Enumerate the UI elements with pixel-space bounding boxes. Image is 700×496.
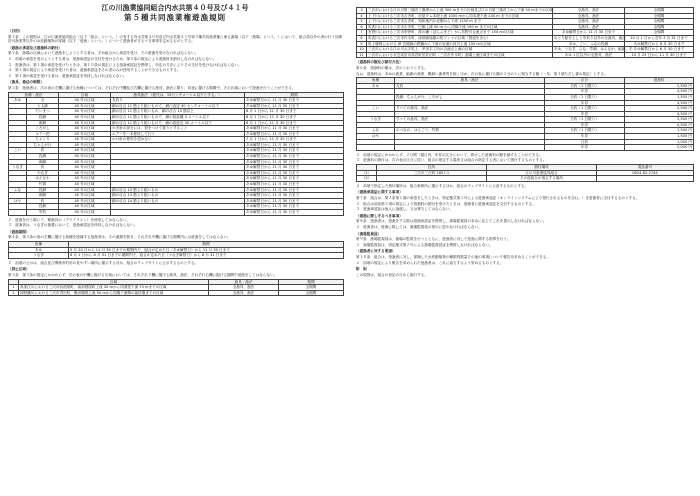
forbid-row-cell: 三次市における安芸高田市高宮町伯井田町（三次市作木町）漁場上流区域までの区域 [367,52,553,58]
paragraph: ２ 遊漁者は、遊漁に際しては、漁場監視員の指示に従わなければならない。 [356,224,482,229]
forbid-row-cell: 全漁具、漁法 [209,285,279,291]
method-table [8,92,344,216]
fee-row-cell: 日釣 [545,139,625,145]
document-title: 第５種共同漁業権遊漁規則 [124,13,226,22]
paragraph: ２ 前項の規定にかかわらず、２日間（週日内、年券の区分において、執行した遊漁料の額を減ずることができる。 [356,152,543,157]
paragraph: この規則は、組合の登記の日から施行する。 [356,272,428,277]
method-col-species: 魚種・漁法 [9,92,59,98]
forbid-table-continued [356,7,694,58]
forbid-row-cell: 馬洗川における三次市作木町、南畑漁協様の防ワンドの区域（国道を含む） [367,35,553,41]
section-heading: （漁具、漁法の制限） [8,80,44,85]
paragraph: ４ 第１項の規定により承認を受けた者は、遊漁承認証をその者のみが使用することができるものとする。 [8,68,181,73]
place-table [356,164,694,182]
fee-table-body [357,83,694,150]
fee-row [357,145,694,151]
place-row-cell: 0824-62-2744 [597,170,694,176]
forbid-row-cell: 全期間 [625,8,694,14]
section-heading: （遊漁期間） [8,229,30,234]
method-row-cell: あゆ解禁日から 11 月 30 日まで [245,154,344,160]
forbid-row-cell: あゆ、こい、ふなの投網 [553,41,625,47]
paragraph: ４ 前項で指定した納付場所は、組合事務所に掲示するほか、組合のウェブサイトに公表するものとする。 [356,183,529,188]
section-heading: （禁止区域） [8,267,30,272]
place-col-phone: 電話番号 [597,165,694,171]
fee-row-cell: すべての漁具、漁法 [395,117,545,123]
method-col-period: 期間 [245,92,344,98]
place-row-cell: 江の川漁業協同組合 [487,170,597,176]
fee-row-cell: 年券 [545,111,625,117]
right-column [356,6,694,492]
fee-row-cell: 日釣（1 日限り） [545,117,625,123]
method-row-cell: はえなわ [27,176,59,182]
method-row-cell: ルアー釣 [27,131,59,137]
method-row-cell: 網の目合 14 節より粗いもの [111,198,245,204]
method-row-cell: あゆ [9,98,27,104]
paragraph: 第２条 漁場の区域において遊漁をしようとする者は、予め組合から承認を受け、その遊漁を受けなければならない。 [8,51,199,56]
place-row-cell [377,176,487,182]
section-heading: （遊漁承認証に関する事項） [356,190,403,195]
forbid-row-cell: 10 月 1 日から翌年 3 月 31 日まで [625,35,694,41]
method-row-cell: 40 号の区域 [59,137,111,143]
method-row-cell: 40 号の区域 [59,103,111,109]
method-row-cell: 釣 [27,198,59,204]
header-line-1: 江の川漁業協同組合内水共第４０号及び４１号 [101,4,249,12]
period-col-period: 期間 [69,241,344,247]
method-row-cell: 40 号の区域 [59,204,111,210]
method-row-cell: あゆ解禁日から 11 月 30 日まで [245,187,344,193]
forbid-row-cell: 全漁具、漁法 [553,24,625,30]
method-row-cell: 8 月 1 日から 11 月 30 日まで [245,120,344,126]
fee-col-gear: 漁具・漁法 [395,78,545,84]
method-row-cell: 釣 [27,148,59,154]
forbid-row-cell: 7 [357,30,367,36]
method-row-cell: 40 号の区域 [59,131,111,137]
forbid-row-cell: あゆ解禁日から 11 月 30 日まで [553,30,625,36]
paragraph: 第１０条 組合は、遊漁者に対し、採捕した水産動植物の種類別数量その他の事項について報告を求めることができる。 [356,254,550,259]
method-row-cell: あゆ解禁日から 11 月 30 日まで [245,159,344,165]
forbid-row-cell: 神野瀬川における三次市君田町、櫛田堰堤上流 50 mから同堰下流側の最終堰までの区域 [19,290,209,296]
paragraph: 第５条 第３条の規定にかかわらず、次の表の中欄に掲げる区域においては、それぞれ下欄に掲げる漁具、漁法、それぞれ右欄に掲げる期間中遊漁をしてはならない。 [8,272,278,277]
fee-row-cell: はや [357,134,395,140]
paragraph: 第６条 遊漁料の額は、次のとおりとする。 [356,65,428,70]
method-row-cell: 40 号の区域 [59,159,111,165]
period-col-species: 魚種 [9,241,69,247]
method-row-cell: 40 号の区域 [59,120,111,126]
document-header [0,4,350,23]
forbid-col-period: 期間 [279,279,344,285]
forbid-row-cell: あゆ 1 匹以外の全漁具、漁法 [553,52,625,58]
place-table-body [357,170,694,181]
fee-row-cell [395,145,545,151]
fee-row-cell: 4,500 円 [625,111,694,117]
fee-row-cell: すべての漁具、漁法 [395,106,545,112]
method-row-cell: 40 号の区域 [59,198,111,204]
section-heading: 附 則 [356,267,367,272]
method-row-cell: 網の目合 11 節より粗いもの、網の目合 10 節以上 [111,109,245,115]
forbid-col-area: 区域 [19,279,209,285]
method-row-cell: 8 月 1 日から 11 月 30 日まで [245,109,344,115]
paragraph: ３ 遊漁料の納付は、次の表の区分に従い、組合の指定する場所又は組合の指定する者において納付するものとする。 [356,158,547,163]
section-heading: （遊漁の承認及び遊漁料の納付） [8,45,62,50]
fee-row-cell: 年券 [545,134,625,140]
method-row-cell: あゆ解禁日から 11 月 30 日まで [245,126,344,132]
paragraph: ２ 遊漁を行う際にて、释漁具の（アウアラジン）を使用してはならない。 [8,217,131,222]
forbid-row-cell: 2 [9,290,19,296]
method-row-cell: 投網 [27,204,59,210]
forbid-col-gear: 漁具・漁法 [209,279,279,285]
method-row-cell: あゆ解禁日から 11 月 30 日まで [245,98,344,104]
method-row-cell: 40 号の区域 [59,154,111,160]
fee-row-cell: 日釣（1 日限り） [545,94,625,100]
fee-row-cell: 年券 [545,89,625,95]
paragraph: なお、遊漁料は、あゆの漁業、鮎網の漁業、鵜飼い漁業等を除くほか、次の表に掲げる額の２分の１に相当する額（一年、第３項ただし書の規定）とする。 [356,71,608,76]
method-row-cell: 40 号の区域 [59,114,111,120]
method-row-cell: ルアーを一本使用して行う [111,131,245,137]
paragraph: 第８条 遊漁者は、遊漁をする際は遊漁承認証を携帯し、漁場監視員の求めに応じてこれを提示しなければならない。 [356,219,547,224]
section-heading: （遊漁者に対する要請） [356,249,396,254]
method-row-cell: かぎ針の部分には、鉛をつけて重りとすること [111,126,245,132]
section-heading: （目的） [8,29,23,33]
place-col-place: 納付場所 [487,165,597,171]
method-row-cell: あゆ解禁日から 11 月 30 日まで [245,204,344,210]
method-row-cell: 刺網 [27,120,59,126]
paragraph: 第３条 遊漁者は、次の表の左欄に掲げる魚種については、それぞれ中欄及び右欄に掲げる漁具、漁法に限り、同表に掲げる期間中、その区域において遊漁を行うことができる。 [8,85,296,90]
fee-row-cell: 1,500 円 [625,134,694,140]
method-row-cell: ちゃくり [27,137,59,143]
paragraph: ３ 遊漁者は、うなぎの漁獲において、遊漁承認証を所持しなければならない。 [8,223,138,228]
method-row-cell: あゆ解禁日から 11 月 30 日まで [245,142,344,148]
period-table [8,241,344,259]
forbid-row-cell: 9 [357,41,367,47]
paragraph: ２ 前項の公示は、組合及び関係市町村の見やすい場所に掲示するほか、組合のウェブサイトに公示するものとする。 [8,260,199,265]
method-row-cell: あゆ解禁日から 11 月 30 日まで [245,170,344,176]
period-row-cell: あゆ [9,247,69,253]
method-row-cell: 投網 [27,154,59,160]
fee-col-amount: 遊漁料 [625,78,694,84]
period-row-cell: うなぎ [9,253,69,259]
forbid-row-cell: 吹上堰堤における JR 芸備線の鉄橋から下流の岩流の河川上流 100 mの区域 [367,41,553,47]
fee-row-cell: 友釣 [395,83,545,89]
method-row-cell: 40 号の区域 [59,109,111,115]
forbid-row-cell: あゆ、うなぎ、ふな、竿網、はえなわ、鮎網、手 [554,47,633,52]
method-row-cell: 40 号の区域 [59,126,111,132]
method-row-cell: 網の目合 13 節より粗いもの [111,193,245,199]
paragraph: 第７条 組合は、第２条第１項の承認をしたときは、別記様式第１号による遊漁承認証（オンラインシステムにより発行されるものを含む。）を遊漁者に交付するものとする。 [356,196,640,200]
place-row [357,176,694,182]
forbid-row-cell: 全期間 [625,24,694,30]
fee-row-cell: 4,500 円 [625,122,694,128]
forbid-row-cell: 馬洗川における三次市吉舎町、巴橋上流 50 m から同橋下流 190 m までの区域 [367,24,553,30]
forbid-row-cell: 8 [357,35,367,41]
forbid-row-cell: おとり鮎を上しと甲釣り以外の全漁具、漁法 [554,35,626,40]
method-row-cell: あゆ解禁日から 11 月 30 日まで [245,103,344,109]
method-row-cell: 40 号の区域 [59,142,111,148]
method-row-cell: 投網 [27,114,59,120]
forbid-row-cell: 10 [357,47,367,53]
method-row-cell: あゆ解禁日から 11 月 30 日まで [245,131,344,137]
method-row-cell: 網の目合 13 節より粗いもの [111,187,245,193]
paragraph: ２ 組合は前条第２項の規定により遊漁料の納付を受けたときは、遊漁者に遊漁承認証を交付するものとする。 [356,201,536,206]
forbid-row-cell: 上下川における三次市吉舎町、尻屋ダム本堤上流 1000 mから同本堤下流 240 m までの区域 [367,13,553,19]
method-row-cell: 網の目合 11 節より粗いもので、網の総延長 30 メートル以下 [111,120,245,126]
forbid-row-cell: 全期間 [279,285,344,291]
method-row-cell: 40 号の区域 [59,165,111,171]
fee-row-cell: 1,500 円 [625,94,694,100]
place-row-cell: 三次市三次町 1857-1 [377,170,487,176]
forbid-row-cell: 6 [357,24,367,30]
section-heading: （遊漁料の額及び納付方法） [356,60,403,65]
period-row-cell: 5 月 20 日から 11 月 30 日までの期間内で、組合が定めた日（あゆ解禁日）から 11 月 30 日まで [69,247,344,253]
forbid-row-cell: 全漁具、漁法 [553,13,625,19]
forbid-row-cell: 全期間 [625,13,694,19]
place-col-address: 住所 [377,165,487,171]
method-row-cell: あゆ解禁日から 11 月 30 日まで [245,210,344,216]
method-row-cell [111,210,245,216]
method-row-cell: こい [9,148,27,154]
method-row-cell: うなぎ [9,165,27,171]
method-row-cell: とも網 [27,103,59,109]
fee-row-cell: うなぎ [357,117,395,123]
section-heading: （遊漁に際し守るべき事項） [356,213,403,218]
forbid-row-cell: あゆ解禁日から 6 月 30 日まで [625,41,694,47]
fee-row-cell: 年券 [545,145,625,151]
method-row-cell: 刺網 [27,159,59,165]
method-row-cell: あゆ解禁日から 11 月 30 日まで [245,193,344,199]
forbid-row-cell: 5 [357,19,367,25]
method-row-cell: 40 号の区域 [59,170,111,176]
forbid-row-cell: 10 月 25 日から 11 月 30 日まで [625,52,694,58]
method-col-gear-note: （総代は、15センチメートル以下とする。） [148,92,222,97]
fee-row-cell: 1,500 円 [625,128,694,134]
fee-row-cell: 2,000 円 [625,145,694,151]
paragraph: ２ 漁場監視員は、別記様式第２号による漁場監視員証を携帯しなければならない。 [356,242,493,247]
method-col-gear-label: 漁具漁法 [133,92,148,97]
forbid-row-cell: 布野川における三次市布野町、波の瀬（ぽんぷまど）から布野川合流点まで 150 mの区域 [367,30,553,36]
method-row-cell: あゆ解禁日から 11 月 30 日まで [245,198,344,204]
fee-row-cell: 2,500 円 [625,83,694,89]
paragraph: ５ 第１項の承認を受ける者は、遊漁承認証を所持しなければならない。 [8,73,127,78]
period-row [9,253,344,259]
forbid-row [9,290,344,296]
method-row-cell: はや [9,198,27,204]
method-row-cell: 40 号の区域 [59,210,111,216]
method-row-cell: 8 月 1 日から 11 月 30 日まで [245,114,344,120]
method-row-cell: あゆ解禁日から 11 月 30 日まで [245,148,344,154]
method-row-cell: あゆ解禁日から 11 月 30 日まで [245,182,344,188]
fee-row-cell: 4,500 円 [625,100,694,106]
method-row-cell: やなぎ [27,170,59,176]
place-row-cell: （2） [357,176,377,182]
method-table-body [9,98,344,215]
forbid-row-cell: 三次市における江の川第三頭首工堰堤から上流 300 mまでの区域及び江の川第三頭首工から下流 50 mまでの区域 [368,8,553,12]
paragraph: 第９条 漁場監視員は、漁場の監視を行うとともに、遊漁者に対して遊漁に関する指導を行う。 [356,237,511,242]
paragraph: ２ 前項の規定により報告を求められた遊漁者は、これに協力するよう努めるものとする。 [356,260,504,265]
method-row-cell: 釣 [27,165,59,171]
fee-col-type: 区分 [545,78,625,84]
method-row-cell: 網の目合 11 節より粗いもので、網の総延縄 3 メートル以下 [111,114,245,120]
fee-row-cell: 4,500 円 [625,89,694,95]
forbid-row-cell: 全期間 [625,19,694,25]
fee-row-cell: 2,500 円 [625,117,694,123]
paragraph: ３ 遊漁承認証は他人に譲渡し、又は貸与してはならない。 [356,207,454,212]
fee-row-cell: あゆ [357,83,395,89]
forbid-row-cell: あゆ解禁日から 6 月 30 日まで [625,47,694,53]
method-row-cell: ちゃんがけ [27,142,59,148]
forbid-row-cell: 4 [357,13,367,19]
method-row-cell: 40 号の区域 [59,187,111,193]
forbid-row-cell: 全漁具、漁法 [553,8,625,14]
forbid-row-cell: 全漁具、漁法 [209,290,279,296]
method-row-cell: 友釣り [111,98,245,104]
method-row-cell: ふな [9,187,27,193]
period-table-body [9,247,344,258]
method-col-area: 区域 [59,92,111,98]
method-row-cell: 40 号の区域 [59,193,111,199]
fee-row-cell: 2,500 円 [625,106,694,112]
method-row-cell: かけ針の使用を認めない [111,137,245,143]
fee-table [356,77,694,151]
fee-row-cell: 年券 [545,100,625,106]
method-row-cell: あゆ解禁日から 11 月 30 日まで [245,165,344,171]
forbid-table-body [9,285,344,296]
method-row-cell: 竹筒 [27,182,59,188]
fee-row-cell: のべなわ、はえごう、竹筒 [395,128,545,134]
method-row-cell: あゆ解禁日から 11 月 30 日まで [245,176,344,182]
forbid-row-cell: 1 [9,285,19,291]
paragraph: 第４条 第３条の表の左欄に掲げる魚種を採捕する遊漁者は、その漁期を除き、それぞれ中欄に掲げる期間内には遊漁をしてはならない。 [8,235,231,240]
fee-row-cell: 日釣（1 日限り） [545,106,625,112]
forbid-row-cell: 三次市における江の川大字吹上、甲田木工所の合流点上流の区域 [367,47,553,53]
place-row-cell [597,176,694,182]
forbid-row-cell: 全漁具、漁法 [553,19,625,25]
paragraph: 第１条 この規則は、江の川漁業協同組合（以下「組合」という。）の有する内水共第４０号及び内水共第４１号第５種共同漁業権に係る漁場（以下「漁場」という。）において、組合員以外の者の行う知事許可漁業等以外の水産動植物の採捕（以下「遊漁」という。）について遊漁者が守るべき事項を定めるものとする。 [8,34,343,44]
fee-row-cell: こい [357,106,395,112]
method-row-cell: 40 号の区域 [59,98,111,104]
fee-col-species: 魚種 [357,78,395,84]
method-row-cell: 刺網 [27,193,59,199]
forbid-continued-body [357,8,694,58]
forbid-row-cell: 上下川における三次市吉舎町、知和地内の北側から下流 1150 m まで [367,19,553,25]
forbid-row-cell: 高加江川における三次市西酒屋町、南部酒屋町上流 30 mから同酒屋下流 70 mまでの区域 [19,285,209,291]
left-column [8,27,344,492]
fee-row-cell: 日釣（1 日限り） [545,128,625,134]
paragraph: ２ 前項の承認を受けようとする者は、遊漁承認証の交付を受けるため、第５条の規定により遊漁料を納付しなければならない。 [8,56,217,61]
forbid-row [357,52,694,58]
place-row-cell: （1） [357,170,377,176]
fee-row-cell: 1,000 円 [625,139,694,145]
fee-row-cell [357,145,395,151]
method-row-cell: 竿釣 [27,210,59,216]
method-row-cell: 7 月 1 日から 11 月 30 日まで [245,137,344,143]
forbid-row-cell: 全期間 [279,290,344,296]
method-row-cell: 40 号の区域 [59,182,111,188]
fee-row-cell: 年券 [545,122,625,128]
method-row-cell: 全 [27,98,59,104]
method-row-cell: 40 号の区域 [59,176,111,182]
method-row-cell [9,210,27,216]
paragraph: ３ 遊漁者は、第１項の承認を受けたときは、第１０条の規定による遊漁承認証を携帯し、所定の方法によりその交付を受けなければならない。 [8,62,242,67]
method-row-cell: 網の目合 11 節より粗いもので、網口直径 30 センチメートル以下 [111,103,245,109]
forbid-row-cell: 11 [357,52,367,58]
method-row-cell: 投網 [27,187,59,193]
forbid-row-cell: 3 [357,8,367,14]
method-row-cell: たいまつ [27,109,59,115]
period-row-cell: 6 月 1 日から 8 月 31 日までの期間内で、組合が定めた日（うなぎ解禁日）から 8 月 31 日まで [69,253,344,259]
forbid-row-cell: 全期間 [625,30,694,36]
method-row-cell: 40 号の区域 [59,148,111,154]
fee-row-cell: 投網、ちゃんがけ、ころがし [395,94,545,100]
place-row-cell: その他組合が指定する場所 [487,176,597,182]
method-row-cell: ころがし [27,126,59,132]
fee-row-cell: 日釣（1 日限り） [545,83,625,89]
forbid-table [8,279,344,297]
method-row [9,210,344,216]
fee-row-cell: ふな [357,128,395,134]
section-heading: （漁場監視員） [356,231,382,236]
